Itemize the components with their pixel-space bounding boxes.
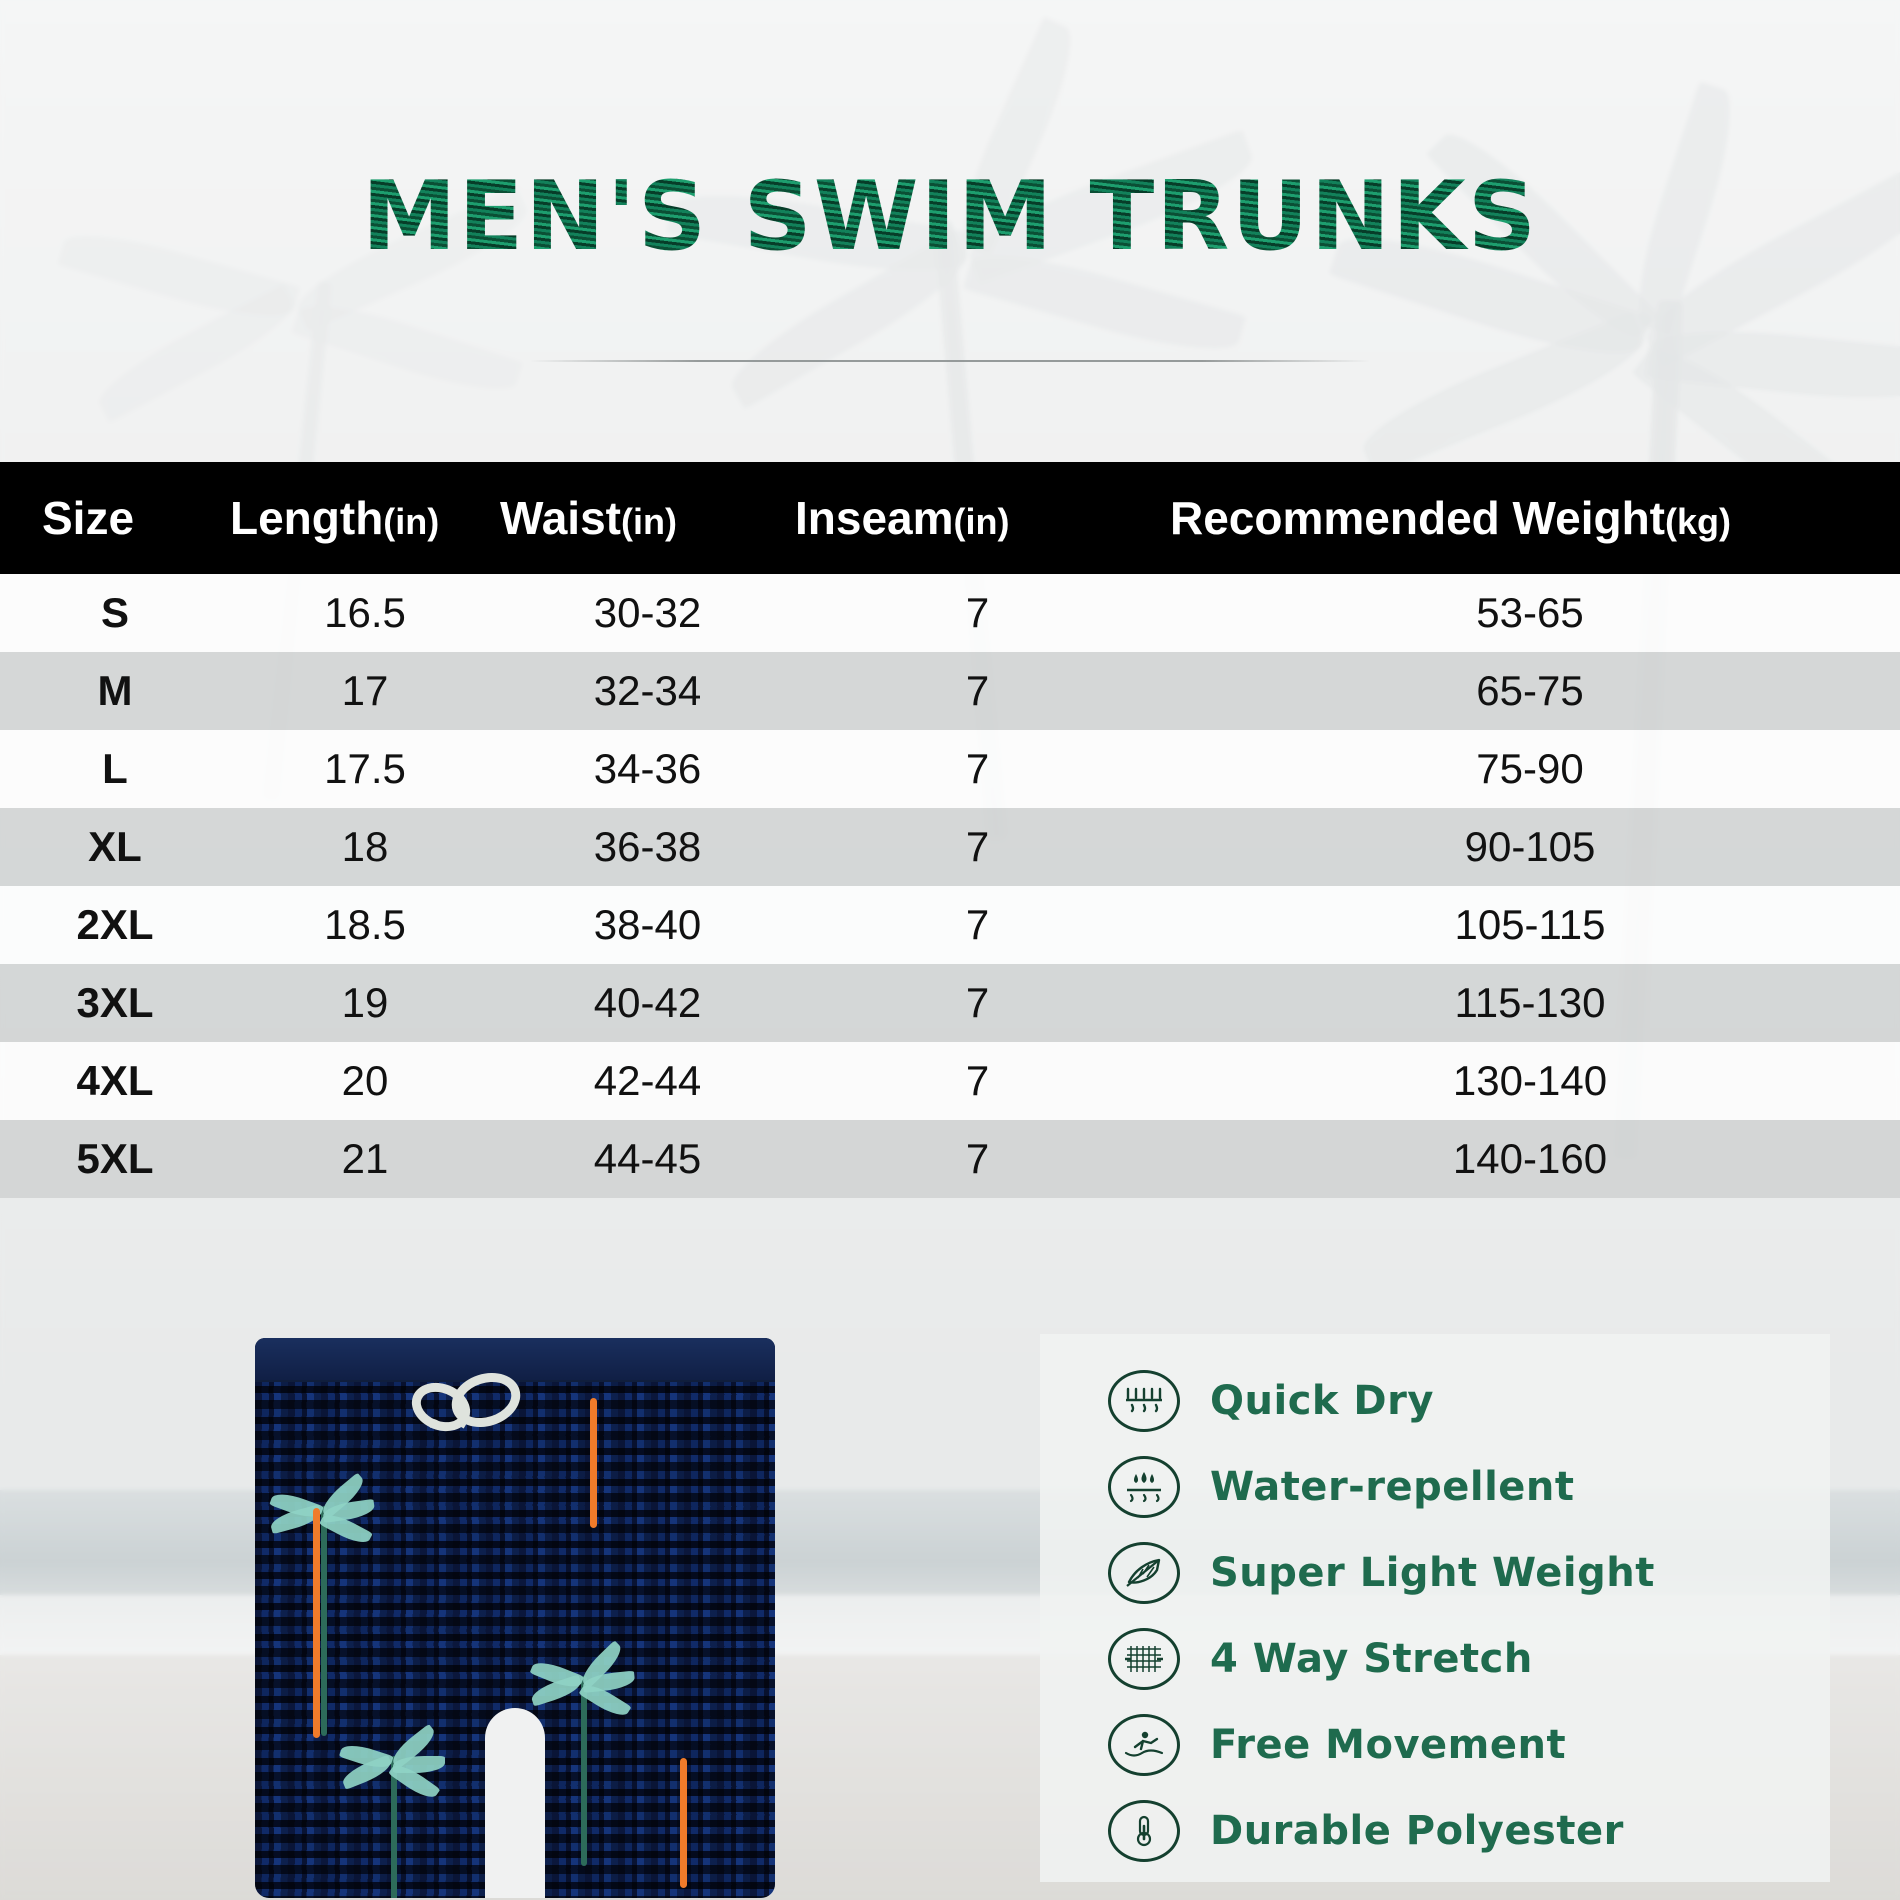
table-row — [0, 964, 1900, 1042]
cell-weight: 53-65 — [1476, 589, 1584, 636]
column-header-length: Length(in) — [230, 492, 440, 544]
bottom-section — [0, 1320, 1900, 1900]
shorts-drawstring — [405, 1374, 575, 1514]
feature-label: Free Movement — [1210, 1722, 1567, 1768]
cell-size: M — [97, 667, 133, 714]
cell-size: L — [102, 745, 128, 792]
cell-size: 3XL — [76, 979, 154, 1026]
cell-inseam: 7 — [965, 1135, 990, 1182]
cell-weight: 105-115 — [1454, 901, 1606, 948]
title-divider — [530, 360, 1370, 362]
cell-inseam: 7 — [965, 745, 990, 792]
cell-length: 17 — [341, 667, 389, 714]
feature-item-4-way-stretch — [1040, 1616, 1830, 1702]
cell-length: 20 — [341, 1057, 389, 1104]
shorts-orange-stripe-hem — [680, 1758, 687, 1888]
cell-weight: 65-75 — [1476, 667, 1584, 714]
feature-label: Quick Dry — [1210, 1378, 1434, 1424]
cell-weight: 115-130 — [1454, 979, 1606, 1026]
feather-light-icon — [1108, 1542, 1180, 1604]
free-movement-icon — [1108, 1714, 1180, 1776]
feature-label: Super Light Weight — [1210, 1550, 1655, 1596]
cell-inseam: 7 — [965, 667, 990, 714]
cell-waist: 44-45 — [593, 1135, 702, 1182]
column-header-waist: Waist(in) — [500, 492, 677, 544]
feature-item-quick-dry — [1040, 1358, 1830, 1444]
quick-dry-icon — [1108, 1370, 1180, 1432]
cell-weight: 130-140 — [1452, 1057, 1608, 1104]
feature-item-super-light-weight — [1040, 1530, 1830, 1616]
table-row — [0, 808, 1900, 886]
cell-size: XL — [88, 823, 142, 870]
cell-weight: 90-105 — [1464, 823, 1596, 870]
cell-waist: 40-42 — [593, 979, 702, 1026]
column-header-inseam: Inseam(in) — [795, 492, 1010, 544]
table-header-row — [0, 462, 1900, 574]
cell-size: 2XL — [76, 901, 154, 948]
water-repellent-icon — [1108, 1456, 1180, 1518]
cell-length: 19 — [341, 979, 389, 1026]
four-way-stretch-icon — [1108, 1628, 1180, 1690]
page-title: MEN'S SWIM TRUNKS — [0, 170, 1900, 265]
cell-length: 16.5 — [324, 589, 406, 636]
feature-label: Water-repellent — [1210, 1464, 1575, 1510]
header — [0, 0, 1900, 462]
cell-inseam: 7 — [965, 589, 990, 636]
cell-inseam: 7 — [965, 823, 990, 870]
cell-waist: 32-34 — [593, 667, 702, 714]
column-header-weight: Recommended Weight(kg) — [1170, 492, 1731, 544]
cell-waist: 30-32 — [593, 589, 702, 636]
durable-polyester-icon — [1108, 1800, 1180, 1862]
table-row — [0, 1120, 1900, 1198]
table-row — [0, 652, 1900, 730]
column-header-size: Size — [42, 492, 135, 544]
cell-waist: 34-36 — [593, 745, 702, 792]
cell-size: 5XL — [76, 1135, 154, 1182]
cell-size: S — [100, 589, 129, 636]
table-row — [0, 1042, 1900, 1120]
cell-size: 4XL — [76, 1057, 154, 1104]
product-image-swim-trunks — [255, 1338, 775, 1898]
feature-label: 4 Way Stretch — [1210, 1636, 1533, 1682]
feature-item-free-movement — [1040, 1702, 1830, 1788]
cell-inseam: 7 — [965, 901, 990, 948]
feature-item-durable-polyester — [1040, 1788, 1830, 1874]
cell-inseam: 7 — [965, 1057, 990, 1104]
cell-weight: 140-160 — [1452, 1135, 1608, 1182]
size-chart-table — [0, 462, 1900, 1198]
table-row — [0, 886, 1900, 964]
shorts-orange-stripe-right — [590, 1398, 597, 1528]
cell-waist: 36-38 — [593, 823, 702, 870]
table-row — [0, 574, 1900, 652]
feature-item-water-repellent — [1040, 1444, 1830, 1530]
cell-inseam: 7 — [965, 979, 990, 1026]
feature-list-panel — [1040, 1334, 1830, 1882]
cell-length: 21 — [341, 1135, 389, 1182]
cell-weight: 75-90 — [1476, 745, 1584, 792]
shorts-orange-stripe-left — [313, 1508, 320, 1738]
table-row — [0, 730, 1900, 808]
cell-length: 17.5 — [324, 745, 406, 792]
shorts-leg-split — [485, 1708, 545, 1898]
cell-waist: 38-40 — [593, 901, 702, 948]
cell-waist: 42-44 — [593, 1057, 702, 1104]
feature-label: Durable Polyester — [1210, 1808, 1624, 1854]
cell-length: 18 — [341, 823, 389, 870]
cell-length: 18.5 — [324, 901, 406, 948]
